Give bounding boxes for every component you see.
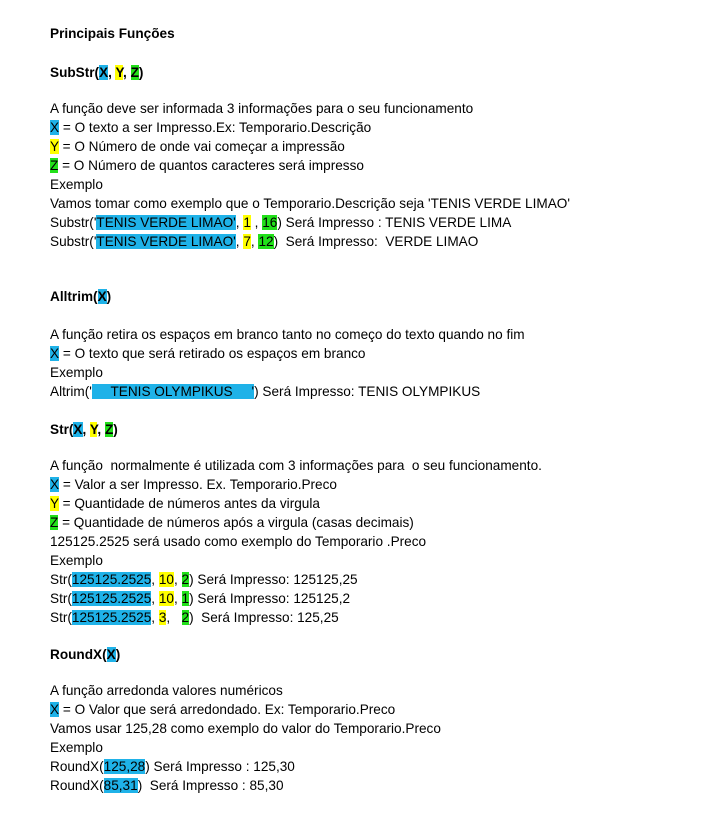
substr-z-line [50, 157, 364, 175]
separator: , [151, 572, 159, 587]
code-text: RoundX( [50, 759, 104, 774]
roundx-intro: A função arredonda valores numéricos [50, 683, 283, 698]
separator: , [173, 572, 182, 587]
arg-y: 7 [243, 234, 251, 249]
heading-text: RoundX( [50, 647, 107, 662]
heading-text: ) [138, 65, 144, 80]
str-note: 125125.2525 será usado como exemplo do Temporario .Preco [50, 534, 427, 549]
substr-intro: A função deve ser informada 3 informações para o seu funcionamento [50, 101, 474, 116]
roundx-example-label: Exemplo [50, 740, 103, 755]
alltrim-x-line [50, 345, 365, 363]
result-text: ) Será Impresso : TENIS VERDE LIMA [277, 215, 512, 230]
arg-y: 10 [158, 572, 174, 587]
separator: , [166, 610, 182, 625]
param-desc: = O Número de quantos caracteres será impresso [58, 158, 364, 173]
separator: , [151, 591, 159, 606]
param-z: Z [104, 422, 114, 437]
arg-z: 12 [258, 234, 274, 249]
alltrim-intro: A função retira os espaços em branco tanto no começo do texto quando no fim [50, 327, 525, 342]
str-heading [50, 421, 118, 439]
separator: , [82, 422, 90, 437]
param-x: X [97, 289, 107, 304]
separator: , [250, 234, 259, 249]
param-desc: = O texto a ser Impresso.Ex: Temporario.Descrição [59, 120, 372, 135]
roundx-note: Vamos usar 125,28 como exemplo do valor do Temporario.Preco [50, 721, 441, 736]
param-desc: = Quantidade de números antes da virgula [58, 496, 320, 511]
param-x: X [73, 422, 83, 437]
param-x: X [50, 477, 60, 492]
separator: , [151, 610, 159, 625]
alltrim-example-1 [50, 383, 480, 401]
separator: , [250, 215, 263, 230]
arg-x: 125125.2525 [71, 610, 152, 625]
roundx-example-1 [50, 758, 295, 776]
result-text: ) Será Impresso: TENIS OLYMPIKUS [254, 384, 481, 399]
arg-y: 3 [158, 610, 167, 625]
result-text: ) Será Impresso : 125,30 [145, 759, 295, 774]
param-y: Y [50, 496, 59, 511]
arg-z: 1 [181, 591, 190, 606]
param-y: Y [50, 139, 59, 154]
code-text: Substr(' [50, 215, 97, 230]
heading-text: ) [113, 422, 118, 437]
roundx-heading [50, 646, 120, 664]
str-y-line [50, 495, 320, 513]
param-desc: = O Número de onde vai começar a impressão [58, 139, 345, 154]
substr-example-text: Vamos tomar como exemplo que o Temporario.Descrição seja 'TENIS VERDE LIMAO' [50, 196, 570, 211]
result-text: ) Será Impresso: 125125,2 [189, 591, 351, 606]
substr-x-line [50, 119, 371, 137]
arg-x: TENIS OLYMPIKUS ' [91, 384, 255, 399]
param-x: X [106, 647, 116, 662]
param-z: Z [50, 158, 59, 173]
separator: , [235, 215, 244, 230]
str-example-label: Exemplo [50, 553, 103, 568]
arg-y: 10 [158, 591, 174, 606]
arg-z: 2 [181, 610, 190, 625]
param-y: Y [115, 65, 124, 80]
alltrim-example-label: Exemplo [50, 365, 103, 380]
heading-text: ) [115, 647, 121, 662]
separator: , [173, 591, 182, 606]
str-x-line [50, 476, 337, 494]
str-intro: A função normalmente é utilizada com 3 informações para o seu funcionamento. [50, 458, 542, 473]
str-z-line [50, 514, 414, 532]
substr-y-line [50, 138, 345, 156]
result-text: ) Será Impresso: VERDE LIMAO [273, 234, 479, 249]
str-example-1 [50, 571, 358, 589]
result-text: ) Será Impresso: 125125,25 [189, 572, 358, 587]
separator: , [235, 234, 244, 249]
roundx-example-2 [50, 777, 284, 795]
heading-text: ) [106, 289, 112, 304]
arg-x: TENIS VERDE LIMAO' [96, 215, 236, 230]
separator: , [97, 422, 105, 437]
param-x: X [50, 702, 60, 717]
param-z: Z [130, 65, 139, 80]
arg-x: 125125.2525 [71, 591, 152, 606]
code-text: RoundX( [50, 778, 104, 793]
param-x: X [50, 346, 60, 361]
arg-x: 125,28 [103, 759, 146, 774]
arg-y: 1 [243, 215, 251, 230]
code-text: Substr(' [50, 234, 97, 249]
str-example-3 [50, 609, 339, 627]
roundx-x-line [50, 701, 395, 719]
param-desc: = O Valor que será arredondado. Ex: Temporario.Preco [59, 702, 396, 717]
arg-z: 2 [181, 572, 190, 587]
str-example-2 [50, 590, 350, 608]
substr-example-1 [50, 214, 511, 232]
alltrim-heading [50, 288, 111, 306]
arg-z: 16 [262, 215, 278, 230]
param-desc: = Quantidade de números após a virgula (casas decimais) [58, 515, 414, 530]
heading-text: Alltrim( [50, 289, 98, 304]
param-x: X [99, 65, 109, 80]
param-desc: = O texto que será retirado os espaços em branco [59, 346, 366, 361]
code-text: Str( [50, 610, 72, 625]
substr-example-label: Exemplo [50, 177, 103, 192]
result-text: ) Será Impresso : 85,30 [137, 778, 284, 793]
code-text: Altrim(' [50, 384, 92, 399]
substr-heading [50, 64, 143, 82]
arg-x: 85,31 [103, 778, 138, 793]
heading-text: Str( [50, 422, 74, 437]
separator: , [123, 65, 131, 80]
code-text: Str( [50, 591, 72, 606]
code-text: Str( [50, 572, 72, 587]
substr-example-2 [50, 233, 478, 251]
arg-x: 125125.2525 [71, 572, 152, 587]
param-desc: = Valor a ser Impresso. Ex. Temporario.Preco [59, 477, 337, 492]
separator: , [108, 65, 116, 80]
param-z: Z [50, 515, 59, 530]
heading-text: SubStr( [50, 65, 100, 80]
result-text: ) Será Impresso: 125,25 [189, 610, 339, 625]
page-title: Principais Funções [50, 26, 175, 41]
param-x: X [50, 120, 60, 135]
param-y: Y [89, 422, 98, 437]
arg-x: TENIS VERDE LIMAO' [96, 234, 236, 249]
